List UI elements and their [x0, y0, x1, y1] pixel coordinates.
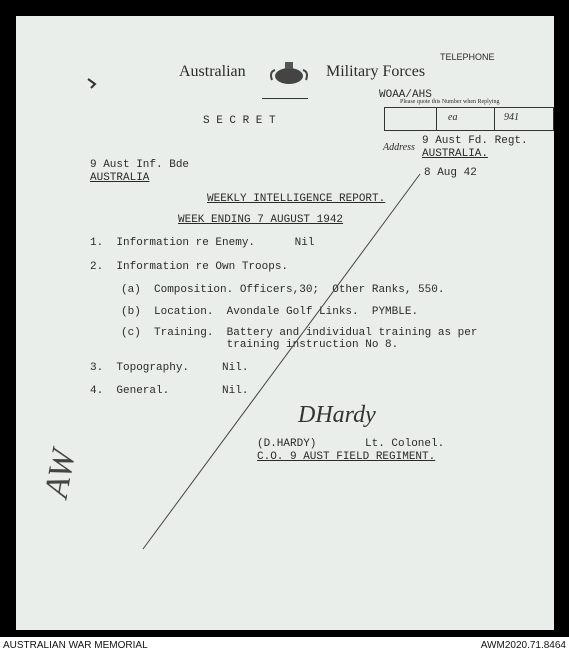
signature-role: C.O. 9 AUST FIELD REGIMENT. — [257, 451, 436, 463]
date: 8 Aug 42 — [424, 167, 477, 179]
item-3: 3. Topography. Nil. — [90, 362, 249, 374]
item-2c-line1: (c) Training. Battery and individual training as per — [121, 327, 478, 339]
report-title: WEEKLY INTELLIGENCE REPORT. — [207, 193, 386, 205]
recipient-line1: 9 Aust Inf. Bde — [90, 159, 190, 171]
item-1: 1. Information re Enemy. Nil — [90, 237, 315, 249]
item-2b: (b) Location. Avondale Golf Links. PYMBLE. — [121, 306, 419, 318]
letterhead-left: Australian — [179, 63, 246, 80]
item-4: 4. General. Nil. — [90, 385, 249, 397]
reference-box-value-1: ea — [448, 112, 458, 123]
letterhead-right: Military Forces — [326, 63, 426, 80]
signature-rank: Lt. Colonel. — [365, 438, 445, 450]
document-paper — [16, 16, 554, 630]
recipient-line2: AUSTRALIA — [90, 172, 150, 184]
telephone-label: TELEPHONE — [440, 52, 495, 62]
footer-right: AWM2020.71.8464 — [480, 640, 566, 651]
report-subtitle: WEEK ENDING 7 AUGUST 1942 — [178, 214, 344, 226]
reference-box-value-2: 941 — [504, 112, 519, 123]
margin-initials: AW — [38, 446, 83, 501]
reference-code: WOAA/AHS — [379, 89, 432, 101]
address-label: Address — [383, 142, 415, 153]
footer-left: AUSTRALIAN WAR MEMORIAL — [3, 640, 148, 651]
address-line1: 9 Aust Fd. Regt. — [422, 135, 528, 147]
reference-hint: Please quote this Number when Replying — [400, 99, 500, 105]
item-2c-line2: training instruction No 8. — [121, 339, 399, 351]
signature-script: DHardy — [298, 402, 376, 428]
address-line2: AUSTRALIA. — [422, 148, 489, 160]
signature-name: (D.HARDY) — [257, 438, 317, 450]
item-2: 2. Information re Own Troops. — [90, 261, 289, 273]
classification: S E C R E T — [203, 115, 276, 127]
pencil-strike-icon — [16, 16, 554, 630]
item-2a: (a) Composition. Officers,30; Other Ranks, 550. — [121, 284, 445, 296]
